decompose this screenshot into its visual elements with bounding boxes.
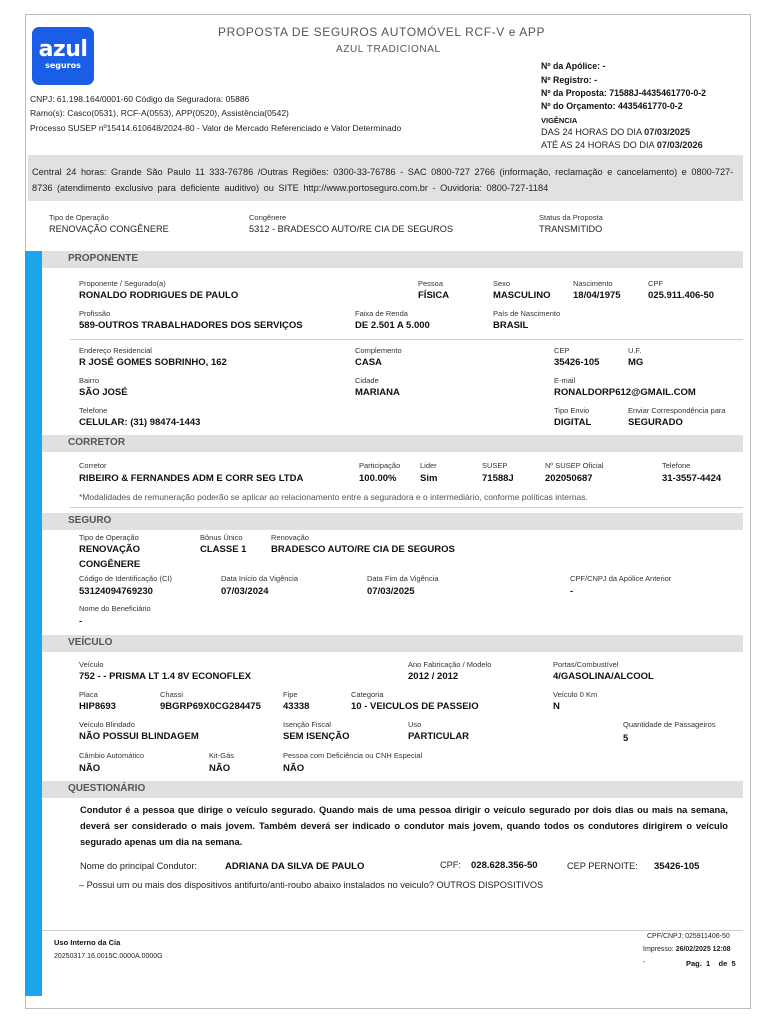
- ci-label: Código de Identificação (CI): [79, 574, 172, 583]
- condutor-cpf-label: CPF:: [440, 860, 461, 870]
- seguro-tipo-value-2: CONGÊNERE: [79, 559, 141, 570]
- corretor-label: Corretor: [79, 461, 107, 470]
- ci-value: 53124094769230: [79, 586, 153, 597]
- participacao-value: 100.00%: [359, 473, 397, 484]
- chassi-value: 9BGRP69X0CG284475: [160, 701, 261, 712]
- divider: [70, 507, 743, 508]
- sexo-label: Sexo: [493, 279, 511, 288]
- portas-value: 4/GASOLINA/ALCOOL: [553, 671, 654, 682]
- renovacao-label: Renovação: [271, 533, 309, 542]
- logo-sub: seguros: [45, 61, 81, 70]
- antifurto-question: – Possui um ou mais dos dispositivos antifurto/anti-roubo abaixo instalados no veiculo? OUTROS DISPOSITIVOS: [79, 880, 544, 890]
- seguro-tipo-value-1: RENOVAÇÃO: [79, 544, 141, 555]
- lider-value: Sim: [420, 473, 438, 484]
- page-counter: Pag. 1 de 5: [686, 959, 736, 968]
- ano-value: 2012 / 2012: [408, 671, 459, 682]
- correspondencia-label: Enviar Correspondência para: [628, 406, 726, 415]
- footer-dash: -: [643, 959, 646, 966]
- tipo-envio-value: DIGITAL: [554, 417, 592, 428]
- renda-label: Faixa de Renda: [355, 309, 408, 318]
- registro-number: Nº Registro: -: [541, 75, 597, 85]
- susep-value: 71588J: [482, 473, 514, 484]
- congenere-label: Congênere: [249, 213, 287, 222]
- cpf-anterior-label: CPF/CNPJ da Apólice Anterior: [570, 574, 672, 583]
- telefone-value: CELULAR: (31) 98474-1443: [79, 417, 201, 428]
- susep-label: SUSEP: [482, 461, 508, 470]
- condutor-definition: Condutor é a pessoa que dirige o veículo segurado. Quando mais de uma pessoa dirigir o veículo segurado por dois dias ou mais na semana, deverá ser considerado o mais jovem. Também deverá ser indicado o condutor mais jovem, quando todos os condutores dirigirem o veículo segurado apenas um dia na semana.: [80, 805, 728, 847]
- document-subtitle: AZUL TRADICIONAL: [336, 44, 441, 55]
- section-veiculo: VEÍCULO: [42, 635, 743, 652]
- tipo-envio-label: Tipo Envio: [554, 406, 590, 415]
- footer-cpf-cnpj: CPF/CNPJ: 025911406-50: [647, 933, 730, 940]
- azul-logo: [32, 27, 94, 85]
- renda-value: DE 2.501 A 5.000: [355, 320, 430, 331]
- complemento-value: CASA: [355, 357, 382, 368]
- kit-gas-label: Kit-Gás: [209, 751, 235, 760]
- vigencia-to: ATÉ AS 24 HORAS DO DIA 07/03/2026: [541, 140, 703, 150]
- endereco-label: Endereço Residencial: [79, 346, 152, 355]
- pessoa-value: FÍSICA: [418, 290, 450, 301]
- passageiros-label: Quantidade de Passageiros: [623, 720, 716, 729]
- profissao-value: 589-OUTROS TRABALHADORES DOS SERVIÇOS: [79, 320, 303, 331]
- impresso-line: Impresso: 26/02/2025 12:08: [643, 946, 731, 953]
- tipo-operacao-label: Tipo de Operação: [49, 213, 109, 222]
- categoria-label: Categoria: [351, 690, 384, 699]
- pais-value: BRASIL: [493, 320, 529, 331]
- bonus-label: Bônus Único: [200, 533, 243, 542]
- congenere-value: 5312 - BRADESCO AUTO/RE CIA DE SEGUROS: [249, 224, 454, 234]
- complemento-label: Complemento: [355, 346, 402, 355]
- uf-label: U.F.: [628, 346, 642, 355]
- corretor-telefone-value: 31-3557-4424: [662, 473, 722, 484]
- blindado-label: Veículo Blindado: [79, 720, 135, 729]
- status-value: TRANSMITIDO: [539, 224, 603, 234]
- status-label: Status da Proposta: [539, 213, 603, 222]
- logo-word: azul: [38, 37, 88, 62]
- proposta-number: Nº da Proposta: 71588J-4435461770-0-2: [541, 88, 707, 98]
- bairro-value: SÃO JOSÉ: [79, 387, 128, 398]
- section-questionario: QUESTIONÁRIO: [42, 781, 743, 798]
- uso-value: PARTICULAR: [408, 731, 470, 742]
- uf-value: MG: [628, 357, 644, 368]
- proponente-label: Proponente / Segurado(a): [79, 279, 166, 288]
- vigencia-inicio-label: Data Início da Vigência: [221, 574, 298, 583]
- pais-label: País de Nascimento: [493, 309, 561, 318]
- cidade-value: MARIANA: [355, 387, 400, 398]
- zero-km-value: N: [553, 701, 560, 712]
- isencao-label: Isenção Fiscal: [283, 720, 331, 729]
- cpf-label: CPF: [648, 279, 663, 288]
- zero-km-label: Veículo 0 Km: [553, 690, 598, 699]
- remuneracao-note: *Modalidades de remuneração poderão se aplicar ao relacionamento entre a seguradora e o intermediário, conforme políticas internas.: [79, 492, 588, 502]
- isencao-value: SEM ISENÇÃO: [283, 731, 350, 742]
- vigencia-fim-value: 07/03/2025: [367, 586, 415, 597]
- cambio-value: NÃO: [79, 763, 101, 774]
- cidade-label: Cidade: [355, 376, 379, 385]
- passageiros-value: 5: [623, 733, 629, 744]
- vigencia-inicio-value: 07/03/2024: [221, 586, 269, 597]
- chassi-label: Chassi: [160, 690, 183, 699]
- cambio-label: Câmbio Automático: [79, 751, 145, 760]
- email-label: E-mail: [554, 376, 576, 385]
- vigencia-fim-label: Data Fim da Vigência: [367, 574, 439, 583]
- section-seguro: SEGURO: [42, 513, 743, 530]
- ano-label: Ano Fabricação / Modelo: [408, 660, 492, 669]
- central-contacts: Central 24 horas: Grande São Paulo 11 333-76786 /Outras Regiões: 0300-33-76786 - SAC 0800-727 2766 (informação, reclamação e cancelamento) e 0800-727-8736 (atendimento exclusivo para deficiente auditivo) ou SITE http://www.portoseguro.com.br - Ouvidoria: 0800-727-1184: [32, 167, 734, 193]
- veiculo-label: Veículo: [79, 660, 104, 669]
- footer-divider: [42, 930, 743, 931]
- veiculo-value: 752 - - PRISMA LT 1.4 8V ECONOFLEX: [79, 671, 252, 682]
- apolice-number: Nº da Apólice: -: [541, 61, 606, 71]
- side-accent-bar: [25, 251, 42, 996]
- corretor-telefone-label: Telefone: [662, 461, 691, 470]
- placa-label: Placa: [79, 690, 98, 699]
- fipe-value: 43338: [283, 701, 310, 712]
- bairro-label: Bairro: [79, 376, 100, 385]
- pcd-value: NÃO: [283, 763, 305, 774]
- cep-value: 35426-105: [554, 357, 600, 368]
- vigencia-from: DAS 24 HORAS DO DIA 07/03/2025: [541, 127, 691, 137]
- pessoa-label: Pessoa: [418, 279, 444, 288]
- proponente-value: RONALDO RODRIGUES DE PAULO: [79, 290, 239, 301]
- document-title: PROPOSTA DE SEGUROS AUTOMÓVEL RCF-V e APP: [218, 25, 546, 39]
- cep-pernoite-label: CEP PERNOITE:: [567, 861, 638, 871]
- susep-line: Processo SUSEP nº15414.610648/2024-80 - Valor de Mercado Referenciado e Valor Determinado: [30, 123, 402, 133]
- principal-condutor-value: ADRIANA DA SILVA DE PAULO: [225, 861, 365, 872]
- ramos-line: Ramo(s): Casco(0531), RCF-A(0553), APP(0520), Assistência(0542): [30, 108, 289, 118]
- blindado-value: NÃO POSSUI BLINDAGEM: [79, 731, 199, 742]
- cpf-anterior-value: -: [570, 586, 574, 597]
- orcamento-number: Nº do Orçamento: 4435461770-0-2: [541, 101, 683, 111]
- renovacao-value: BRADESCO AUTO/RE CIA DE SEGUROS: [271, 544, 455, 555]
- beneficiario-label: Nome do Beneficiário: [79, 604, 151, 613]
- pcd-label: Pessoa com Deficiência ou CNH Especial: [283, 751, 423, 760]
- profissao-label: Profissão: [79, 309, 111, 318]
- seguro-tipo-label: Tipo de Operação: [79, 533, 139, 542]
- section-proponente: PROPONENTE: [42, 251, 743, 268]
- cpf-value: 025.911.406-50: [648, 290, 715, 301]
- categoria-value: 10 - VEICULOS DE PASSEIO: [351, 701, 479, 712]
- email-value: RONALDORP612@GMAIL.COM: [554, 387, 696, 398]
- lider-label: Lider: [420, 461, 437, 470]
- uso-label: Uso: [408, 720, 422, 729]
- condutor-cpf-value: 028.628.356-50: [471, 860, 538, 871]
- participacao-label: Participação: [359, 461, 401, 470]
- cep-pernoite-value: 35426-105: [654, 861, 700, 872]
- susep-oficial-label: Nº SUSEP Oficial: [545, 461, 604, 470]
- cnpj-line: CNPJ: 61.198.164/0001-60 Código da Seguradora: 05886: [30, 94, 250, 104]
- internal-code: 20250317.16.0015C.0000A.0000G: [54, 953, 163, 960]
- uso-interno-label: Uso Interno da Cia: [54, 938, 121, 947]
- corretor-value: RIBEIRO & FERNANDES ADM E CORR SEG LTDA: [79, 473, 304, 484]
- endereco-value: R JOSÉ GOMES SOBRINHO, 162: [79, 357, 227, 368]
- tipo-operacao-value: RENOVAÇÃO CONGÊNERE: [49, 224, 169, 234]
- nascimento-value: 18/04/1975: [573, 290, 621, 301]
- telefone-label: Telefone: [79, 406, 108, 415]
- cep-label: CEP: [554, 346, 570, 355]
- principal-condutor-label: Nome do principal Condutor:: [80, 861, 197, 871]
- correspondencia-value: SEGURADO: [628, 417, 683, 428]
- sexo-value: MASCULINO: [493, 290, 551, 301]
- section-corretor: CORRETOR: [42, 435, 743, 452]
- placa-value: HIP8693: [79, 701, 116, 712]
- bonus-value: CLASSE 1: [200, 544, 247, 555]
- beneficiario-value: -: [79, 616, 83, 627]
- kit-gas-value: NÃO: [209, 763, 231, 774]
- fipe-label: Fipe: [283, 690, 298, 699]
- nascimento-label: Nascimento: [573, 279, 613, 288]
- divider: [70, 339, 743, 340]
- susep-oficial-value: 202050687: [545, 473, 593, 484]
- vigencia-label: VIGÊNCIA: [541, 116, 578, 125]
- portas-label: Portas/Combustível: [553, 660, 619, 669]
